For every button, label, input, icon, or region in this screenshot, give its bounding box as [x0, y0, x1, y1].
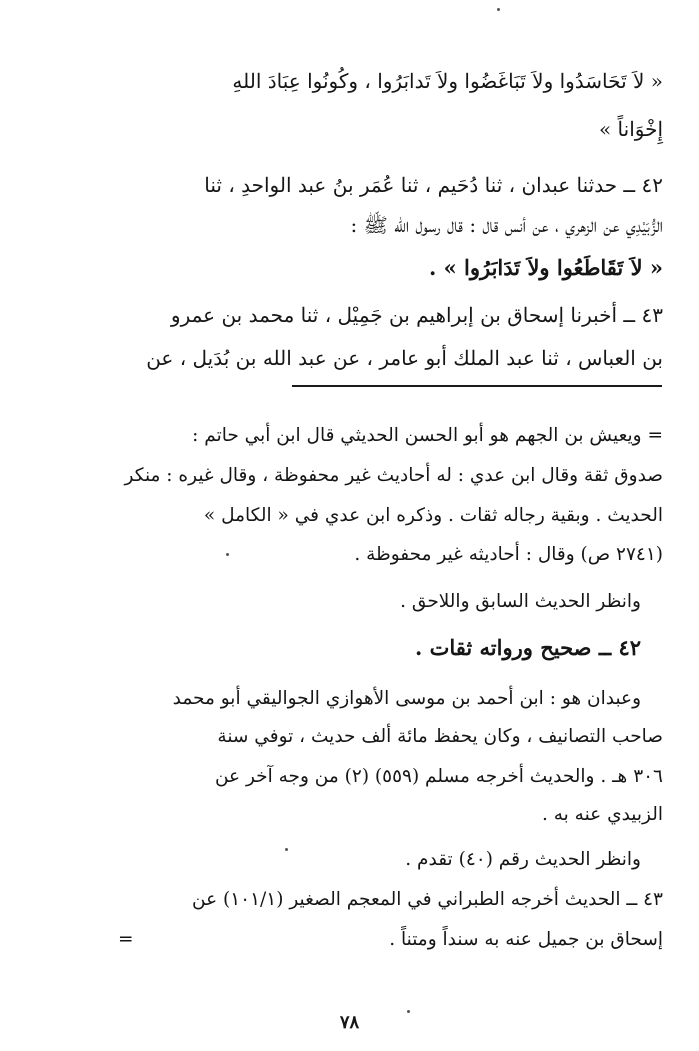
main-text-line-3: ٤٢ ــ حدثنا عبدان ، ثنا دُحَيم ، ثنا عُمَر بنُ عبد الواحدِ ، ثنا	[204, 173, 663, 197]
footnote-line-1: = ويعيش بن الجهم هو أبو الحسن الحديثي قال ابن أبي حاتم :	[192, 425, 663, 446]
continuation-mark: =	[118, 929, 134, 950]
scan-speck	[285, 848, 288, 851]
scan-speck	[497, 8, 500, 11]
footnote-line-10: الزبيدي عنه به .	[541, 804, 663, 825]
footnote-line-5: وانظر الحديث السابق واللاحق .	[400, 591, 641, 612]
scan-speck	[407, 1010, 410, 1013]
page-number: ٧٨	[339, 1012, 360, 1033]
footnote-heading-42: ٤٢ ــ صحيح ورواته ثقات .	[414, 635, 641, 660]
footnote-line-13: إسحاق بن جميل عنه به سنداً ومتناً .	[389, 929, 663, 950]
footnote-divider	[292, 385, 662, 387]
footnote-line-12: ٤٣ ــ الحديث أخرجه الطبراني في المعجم الصغير (١٠١/١) عن	[192, 889, 663, 910]
main-text-line-7: بن العباس ، ثنا عبد الملك أبو عامر ، عن عبد الله بن بُدَيل ، عن	[146, 346, 663, 370]
footnote-line-11: وانظر الحديث رقم (٤٠) تقدم .	[405, 849, 641, 870]
footnote-line-4: (٢٧٤١ ص) وقال : أحاديثه غير محفوظة .	[354, 544, 663, 565]
main-text-line-6: ٤٣ ــ أخبرنا إسحاق بن إبراهيم بن جَمِيْل ، ثنا محمد بن عمرو	[170, 303, 663, 327]
main-text-line-5: « لاَ تَقَاطَعُوا ولاَ تَدَابَرُوا » .	[428, 255, 663, 280]
scan-speck	[226, 553, 229, 556]
footnote-line-9: ٣٠٦ هـ . والحديث أخرجه مسلم (٥٥٩) (٢) من وجه آخر عن	[214, 766, 663, 787]
footnote-line-7: وعبدان هو : ابن أحمد بن موسى الأهوازي الجواليقي أبو محمد	[172, 688, 641, 709]
main-text-line-1: « لاَ تَحَاسَدُوا ولاَ تَبَاغَضُوا ولاَ تَدابَرُوا ، وكُونُوا عِبَادَ اللهِ	[232, 69, 663, 93]
main-text-line-2: إِخْوَاناً »	[598, 117, 663, 141]
main-text-line-4: الزُّبَيْدِي عن الزهري ، عن أنس قال : قال رسول الله ﷺ :	[350, 213, 663, 237]
footnote-line-2: صدوق ثقة وقال ابن عدي : له أحاديث غير محفوظة ، وقال غيره : منكر	[124, 465, 663, 486]
footnote-line-3: الحديث . وبقية رجاله ثقات . وذكره ابن عدي في « الكامل »	[203, 505, 663, 526]
footnote-line-8: صاحب التصانيف ، وكان يحفظ مائة ألف حديث ، توفي سنة	[217, 726, 663, 747]
